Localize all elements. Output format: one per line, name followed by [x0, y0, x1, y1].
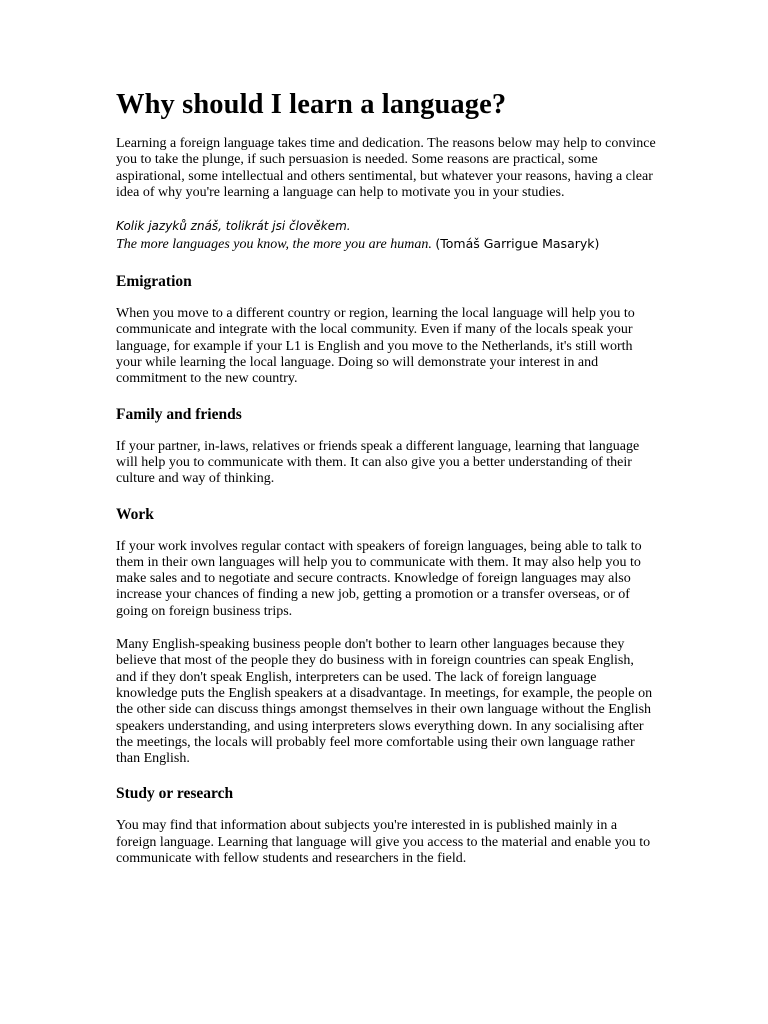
work-paragraph-2: Many English-speaking business people don't bother to learn other languages because they believe that most of the people they do business with in foreign countries can speak English, and if they don't speak English, interpreters can be used. The lack of foreign language knowledge puts the English speakers at a disadvantage. In meetings, for example, the people on the other side can discuss things amongst themselves in their own language without the English speakers understanding, and using interpreters slows everything down. In any socialising after the meetings, the locals will probably feel more comfortable using their own language rather than English. [116, 637, 653, 767]
intro-paragraph: Learning a foreign language takes time and dedication. The reasons below may help to convince you to take the plunge, if such persuasion is needed. Some reasons are practical, some aspirational, some intellectual and others sentimental, but whatever your reasons, having a clear idea of why you're learning a language can help to motivate you in your studies. [116, 136, 656, 200]
section-heading-emigration: Emigration [116, 273, 192, 291]
quote-author: (Tomáš Garrigue Masaryk) [435, 236, 600, 252]
section-heading-study: Study or research [116, 785, 234, 803]
quote-native: Kolik jazyků znáš, tolikrát jsi člověkem. [116, 219, 351, 234]
page-title: Why should I learn a language? [116, 89, 507, 120]
work-paragraph-1: If your work involves regular contact with speakers of foreign languages, being able to talk to them in their own languages will help you to communicate with them. It may also help you to make sales and to negotiate and secure contracts. Knowledge of foreign languages may also increase your chances of finding a new job, getting a promotion or a transfer overseas, or of going on foreign business trips. [116, 538, 642, 619]
family-paragraph: If your partner, in-laws, relatives or friends speak a different language, learning that language will help you to communicate with them. It can also give you a better understanding of their culture and way of thinking. [116, 438, 640, 487]
study-paragraph: You may find that information about subjects you're interested in is published mainly in a foreign language. Learning that language will give you access to the material and enable you to communicate with fellow students and researchers in the field. [116, 818, 651, 867]
quote-block [116, 218, 656, 253]
document-page [116, 88, 656, 884]
emigration-paragraph: When you move to a different country or region, learning the local language will help you to communicate and integrate with the local community. Even if many of the locals speak your language, for example if your L1 is English and you move to the Netherlands, it's still worth your while learning the local language. Doing so will demonstrate your interest in and commitment to the new country. [116, 306, 635, 387]
section-work [116, 505, 656, 768]
section-study [116, 784, 656, 867]
section-family [116, 405, 656, 488]
section-heading-work: Work [116, 505, 154, 523]
section-emigration [116, 272, 656, 387]
quote-translation: The more languages you know, the more you are human. [116, 237, 432, 253]
section-heading-family: Family and friends [116, 405, 242, 423]
